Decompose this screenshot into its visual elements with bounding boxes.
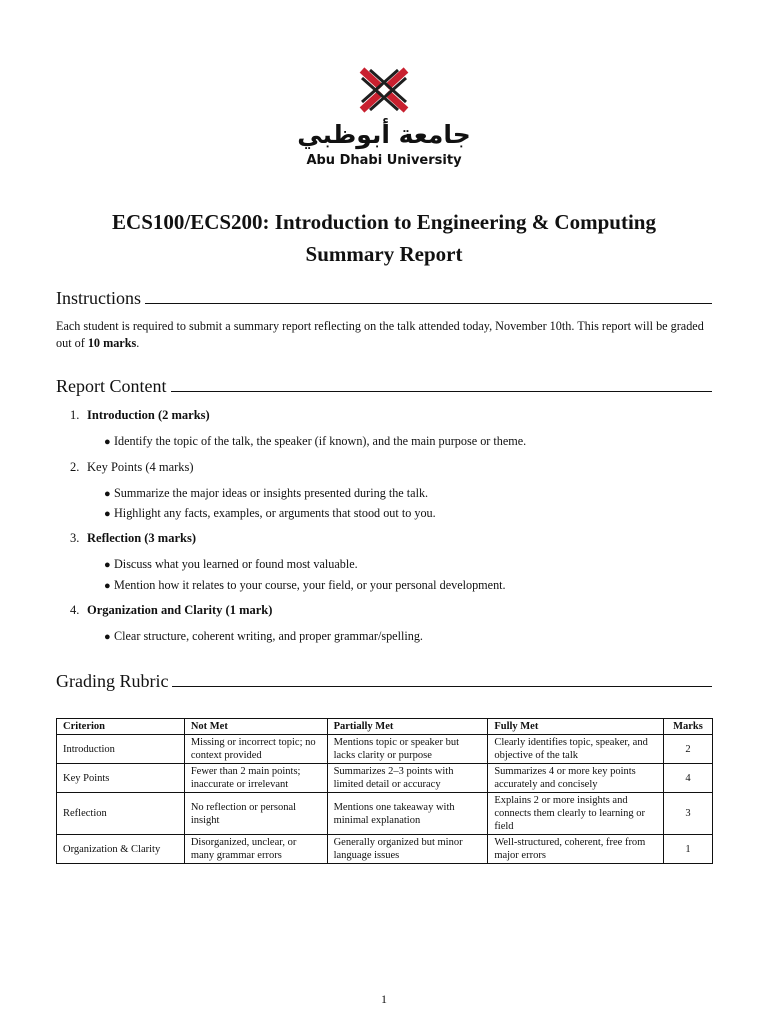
column-header: Partially Met [327,719,488,735]
bullet-icon: ● [104,436,111,448]
bullet-icon: ● [104,508,111,520]
table-cell: Well-structured, coherent, free from major errors [488,835,664,864]
heading-rule [172,686,712,687]
instructions-text [56,318,716,352]
bullet-item [104,434,526,449]
page-number: 1 [381,992,387,1006]
bullet-icon: ● [104,559,111,571]
bullet-item [104,486,428,501]
list-item-introduction [70,408,210,423]
table-cell: 1 [663,835,712,864]
grading-rubric-table [56,718,713,864]
list-number: 1. [70,408,80,422]
table-row [57,835,713,864]
column-header: Fully Met [488,719,664,735]
title-line-1: ECS100/ECS200: Introduction to Engineering & Computing [112,210,656,234]
table-cell: Summarizes 4 or more key points accurately and concisely [488,764,664,793]
grading-rubric-heading-label: Grading Rubric [56,671,169,691]
column-header: Criterion [57,719,185,735]
table-header-row [57,719,713,735]
university-logo [0,66,768,114]
table-row [57,735,713,764]
table-cell: 3 [663,793,712,835]
bullet-icon: ● [104,488,111,500]
table-cell: Missing or incorrect topic; no context provided [184,735,327,764]
table-cell: Explains 2 or more insights and connects them clearly to learning or field [488,793,664,835]
list-item-title: Key Points (4 marks) [87,460,194,474]
instructions-text-end: . [136,336,140,350]
list-item-reflection [70,531,196,546]
column-header: Marks [663,719,712,735]
grading-rubric-heading [56,667,712,691]
table-row [57,793,713,835]
instructions-heading-label: Instructions [56,288,141,308]
logo-arabic-name: جامعة أبوظبي [297,120,471,149]
bullet-icon: ● [104,631,111,643]
list-number: 2. [70,460,80,474]
document-title [0,206,768,270]
table-cell: Clearly identifies topic, speaker, and objective of the talk [488,735,664,764]
bullet-text: Highlight any facts, examples, or arguments that stood out to you. [114,506,436,520]
bullet-text: Summarize the major ideas or insights presented during the talk. [114,486,429,500]
report-content-heading-label: Report Content [56,376,167,396]
table-row [57,764,713,793]
list-item-organization [70,603,272,618]
table-cell: Mentions one takeaway with minimal explanation [327,793,488,835]
instructions-marks: 10 marks [87,336,137,350]
heading-rule [171,391,713,392]
table-cell: Organization & Clarity [57,835,185,864]
table-cell: 2 [663,735,712,764]
table-cell: No reflection or personal insight [184,793,327,835]
bullet-item [104,578,506,593]
bullet-item [104,506,436,521]
list-number: 4. [70,603,80,617]
column-header: Not Met [184,719,327,735]
adu-emblem-icon [356,66,412,114]
list-item-title: Introduction (2 marks) [87,408,210,422]
report-content-heading [56,372,712,396]
list-item-key-points [70,460,194,475]
bullet-text: Clear structure, coherent writing, and proper grammar/spelling. [114,629,423,643]
table-cell: Introduction [57,735,185,764]
table-cell: Disorganized, unclear, or many grammar errors [184,835,327,864]
table-cell: Mentions topic or speaker but lacks clarity or purpose [327,735,488,764]
table-cell: Summarizes 2–3 points with limited detail or accuracy [327,764,488,793]
table-cell: Reflection [57,793,185,835]
bullet-icon: ● [104,580,111,592]
bullet-text: Discuss what you learned or found most valuable. [114,557,358,571]
list-number: 3. [70,531,80,545]
instructions-text-main: Each student is required to submit a summary report reflecting on the talk attended today, November 10th. This report will be graded out of [56,319,704,350]
table-cell: Fewer than 2 main points; inaccurate or irrelevant [184,764,327,793]
table-cell: Key Points [57,764,185,793]
list-item-title: Reflection (3 marks) [87,531,196,545]
instructions-heading [56,284,712,308]
table-cell: 4 [663,764,712,793]
bullet-text: Mention how it relates to your course, your field, or your personal development. [114,578,506,592]
bullet-item [104,557,358,572]
heading-rule [145,303,712,304]
bullet-item [104,629,423,644]
table-cell: Generally organized but minor language issues [327,835,488,864]
bullet-text: Identify the topic of the talk, the speaker (if known), and the main purpose or theme. [114,434,527,448]
logo-english-name: Abu Dhabi University [306,153,462,168]
title-line-2: Summary Report [305,242,463,266]
list-item-title: Organization and Clarity (1 mark) [87,603,273,617]
